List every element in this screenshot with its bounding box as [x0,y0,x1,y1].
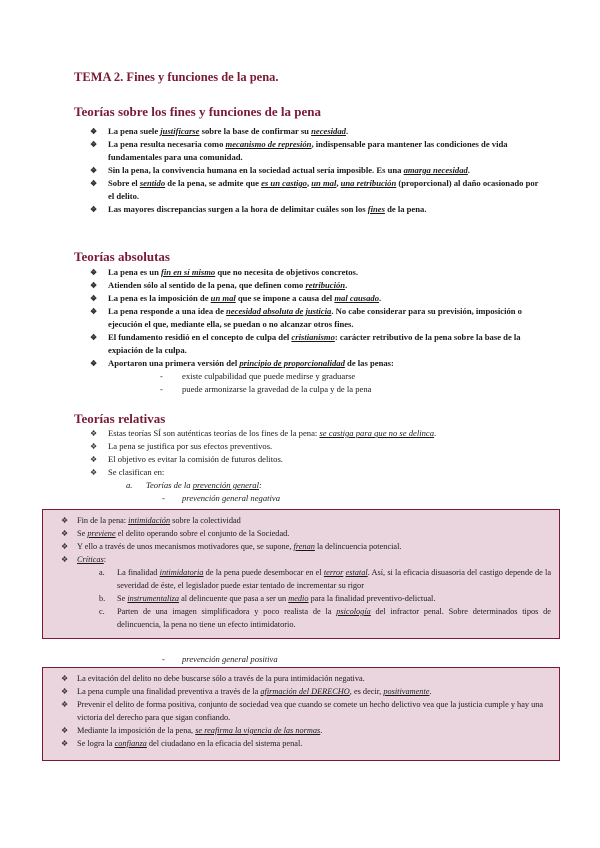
dash-icon: - [160,384,163,394]
emphasis-text: amarga necesidad [403,165,468,175]
bullet-icon: ❖ [90,455,98,464]
list-item: ❖ La pena responde a una idea de necesidad absoluta de justicia. No cabe considerar para su previsión, imposición o ejecución el que, mediante ella, se puedan o no alcanzar otros fines. [90,306,522,329]
emphasis-text: un mal [210,293,236,303]
list-item: ❖ La evitación del delito no debe buscarse sólo a través de la pura intimidación negativa. [61,674,365,683]
dash-icon: - [160,371,163,381]
list-item: ❖ Fin de la pena: intimidación sobre la colectividad [61,516,241,525]
bullet-icon: ❖ [90,307,98,316]
emphasis-text: cristianismo [291,332,335,342]
bullet-icon: ❖ [61,739,69,748]
page-title: TEMA 2. Fines y funciones de la pena. [74,70,279,84]
list-item: ❖ Se logra la confianza del ciudadano en la eficacia del sistema penal. [61,739,303,748]
bullet-icon: ❖ [61,542,69,551]
emphasis-text: previene [87,529,116,538]
list-item: ❖ La pena es un fin en sí mismo que no necesita de objetivos concretos. [90,267,359,277]
emphasis-text: sentido [139,178,166,188]
emphasis-text: fines [367,204,385,214]
emphasis-text: mecanismo de represión [225,139,312,149]
emphasis-text: intimidatoria [159,568,204,577]
dash-item: - puede armonizarse la gravedad de la culpa y de la pena [160,384,372,394]
list-item: ❖ Se clasifican en: [90,467,165,477]
emphasis-text: instrumentaliza [127,594,180,603]
emphasis-text: mal causado [334,293,380,303]
list-prevencion-positiva [55,672,551,750]
list-item: ❖ Sin la pena, la convivencia humana en la sociedad actual sería imposible. Es una amarga necesidad. [90,165,470,175]
emphasis-text: justificarse [160,126,200,136]
list-item: ❖ Y ello a través de unos mecanismos motivadores que, se supone, frenan la delincuencia potencial. [61,542,402,551]
bullet-icon: ❖ [90,205,98,214]
box-prevencion-negativa [42,509,560,639]
emphasis-text: retribución [305,280,346,290]
emphasis-text: medio [288,594,309,603]
list-item: ❖ El objetivo es evitar la comisión de futuros delitos. [90,454,283,464]
emphasis-text: necesidad [311,126,346,136]
emphasis-text: intimidación [128,516,171,525]
critica-item: a. La finalidad intimidatoria de la pena puede desembocar en el terror estatal. Así, si la eficacia disuasoria del castigo depende de la severidad de éste, el legislador puede estar tentado de incrementar su rigor [99,568,552,590]
emphasis-text: psicología [336,607,371,616]
emphasis-text: fin en sí mismo [161,267,216,277]
heading-teorias-absolutas: Teorías absolutas [74,249,170,264]
emphasis-text: necesidad absoluta de justicia [226,306,332,316]
list-teorias-relativas [74,427,539,505]
list-item: ❖ La pena cumple una finalidad preventiva a través de la afirmación del DERECHO, es decir, positivamente. [61,687,432,696]
label-positiva-row [74,653,539,666]
emphasis-text: afirmación del DERECHO [260,687,350,696]
bullet-icon: ❖ [61,700,69,709]
bullet-icon: ❖ [90,281,98,290]
list-fines-funciones [74,125,539,216]
bullet-icon: ❖ [90,359,98,368]
dash-item: - existe culpabilidad que puede medirse y graduarse [160,371,356,381]
list-item: ❖ La pena se justifica por sus efectos preventivos. [90,441,273,451]
bullet-icon: ❖ [90,140,98,149]
list-item: ❖ Prevenir el delito de forma positiva, conjunto de sociedad vea que cuando se comete un hecho delictivo vea que la justicia cumple y hay una victoria del derecho para que sigan confiando. [61,700,544,722]
list-item: ❖ El fundamento residió en el concepto de culpa del cristianismo: carácter retributivo de la pena sobre la base de la expiación de la culpa. [90,332,521,355]
list-item: ❖ Atienden sólo al sentido de la pena, que definen como retribución. [90,280,348,290]
emphasis-text: terror [323,568,344,577]
critica-item: c. Parten de una imagen simplificadora y poco realista de la psicología del infractor penal. Sobre determinados tipos de delincuencia, la pena no tiene un efecto intimidatorio. [99,607,551,629]
bullet-icon: ❖ [61,529,69,538]
emphasis-text: positivamente [383,687,430,696]
list-item: ❖ La pena suele justificarse sobre la base de confirmar su necesidad. [90,126,349,136]
bullet-icon: ❖ [61,726,69,735]
bullet-icon: ❖ [61,555,69,564]
emphasis-text: principio de proporcionalidad [239,358,345,368]
list-item: ❖ Mediante la imposición de la pena, se reafirma la vigencia de las normas. [61,726,323,735]
label-prevencion-positiva: prevención general positiva [182,654,278,664]
emphasis-text: estatal [345,568,368,577]
list-item: ❖ Aportaron una primera versión del principio de proporcionalidad de las penas: [90,358,394,368]
emphasis-text: un mal [311,178,337,188]
bullet-icon: ❖ [61,687,69,696]
critica-item: b. Se instrumentaliza al delincuente que pasa a ser un medio para la finalidad preventivo-delictual. [99,594,436,603]
emphasis-text: frenan [293,542,315,551]
bullet-icon: ❖ [90,429,98,438]
bullet-icon: ❖ [90,268,98,277]
emphasis-text: confianza [114,739,147,748]
subitem-a: a. Teorías de la prevención general: [126,480,262,490]
list-item: ❖ Sobre el sentido de la pena, se admite que es un castigo, un mal, una retribución (proporcional) al daño ocasionado por el delito. [90,178,539,201]
bullet-icon: ❖ [90,127,98,136]
emphasis-text: es un castigo [261,178,307,188]
bullet-icon: ❖ [90,166,98,175]
list-item: ❖ La pena resulta necesaria como mecanismo de represión, indispensable para mantener las condiciones de vida fundamentales para una comunidad. [90,139,508,162]
list-teorias-absolutas [74,266,539,396]
list-item: ❖ Las mayores discrepancias surgen a la hora de delimitar cuáles son los fines de la pena. [90,204,427,214]
emphasis-text: Críticas [77,555,104,564]
list-item: ❖ Se previene el delito operando sobre el conjunto de la Sociedad. [61,529,290,538]
emphasis-text: una retribución [340,178,397,188]
list-item: ❖ Estas teorías SÍ son auténticas teorías de los fines de la pena: se castiga para que no se delinca. [90,428,437,438]
list-prevencion-negativa [55,514,551,631]
bullet-icon: ❖ [90,468,98,477]
heading-teorias-relativas: Teorías relativas [74,411,166,426]
bullet-icon: ❖ [61,674,69,683]
box-prevencion-positiva [42,667,560,761]
list-item: ❖ Críticas: [61,555,107,564]
bullet-icon: ❖ [90,179,98,188]
bullet-icon: ❖ [90,333,98,342]
heading-fines-funciones: Teorías sobre los fines y funciones de la pena [74,104,322,119]
bullet-icon: ❖ [61,516,69,525]
emphasis-text: se castiga para que no se delinca [319,428,435,438]
bullet-icon: ❖ [90,442,98,451]
list-item: ❖ La pena es la imposición de un mal que se impone a causa del mal causado. [90,293,382,303]
dash-icon: - [162,654,165,664]
emphasis-text: se reafirma la vigencia de las normas [195,726,321,735]
label-prevencion-negativa: - prevención general negativa [162,493,280,503]
bullet-icon: ❖ [90,294,98,303]
